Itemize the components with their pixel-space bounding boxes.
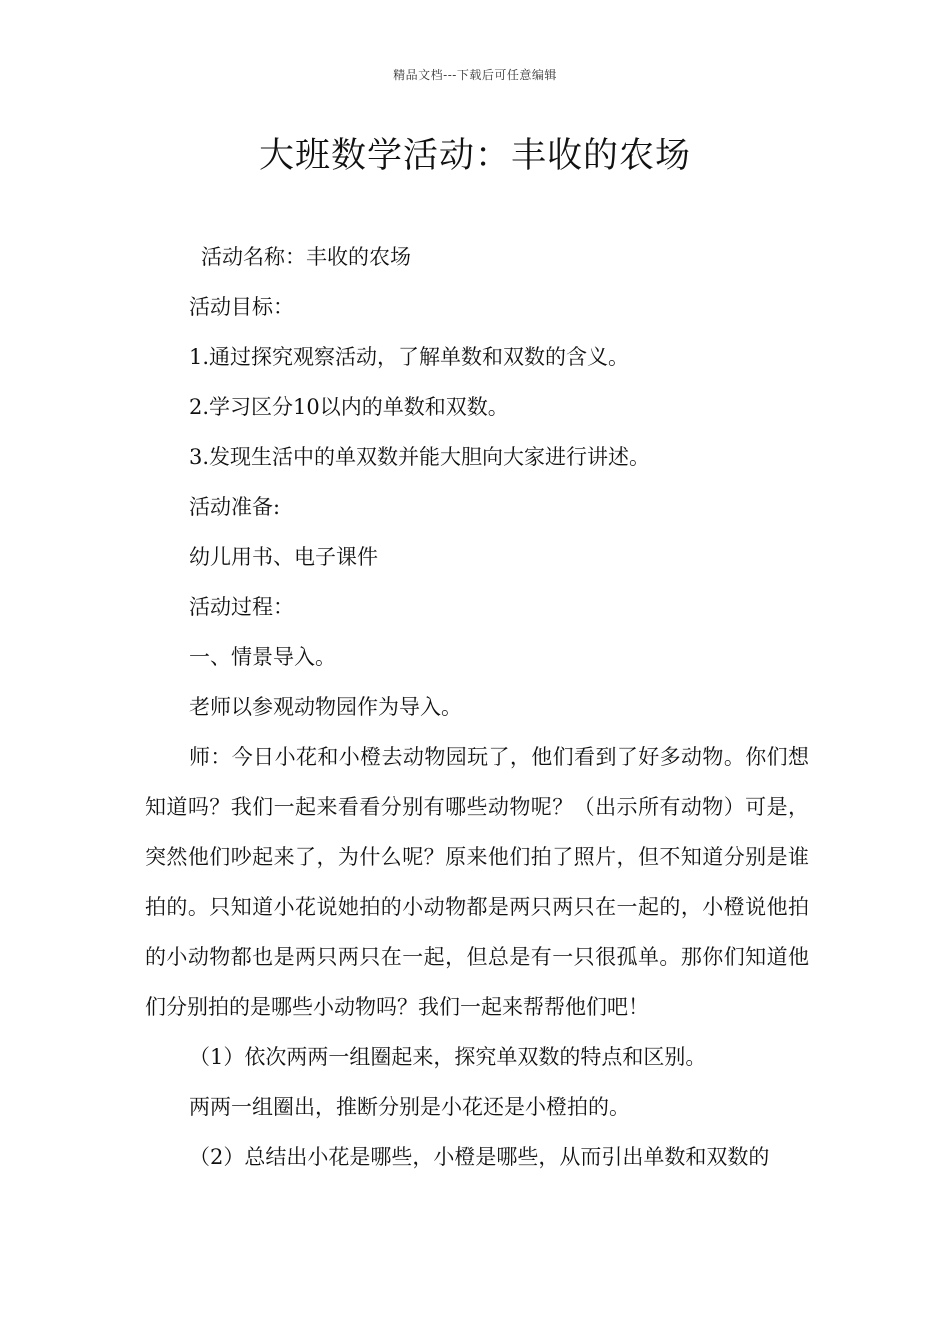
header-watermark: 精品文档---下载后可任意编辑 (393, 68, 557, 82)
goal-item-1: 1.通过探究观察活动，了解单数和双数的含义。 (189, 345, 630, 369)
process-heading: 活动过程： (189, 595, 294, 619)
step-1-description: 老师以参观动物园作为导入。 (189, 695, 462, 719)
sub-step-1-description: 两两一组圈出，推断分别是小花还是小橙拍的。 (189, 1095, 630, 1119)
prep-items: 幼儿用书、电子课件 (189, 545, 378, 569)
document-title: 大班数学活动：丰收的农场 (258, 136, 691, 176)
goals-heading: 活动目标： (189, 295, 294, 319)
sub-step-2: （2）总结出小花是哪些，小橙是哪些，从而引出单数和双数的 (189, 1145, 770, 1169)
document-body (145, 232, 809, 1182)
teacher-dialogue-paragraph: 师：今日小花和小橙去动物园玩了，他们看到了好多动物。你们想知道吗？我们一起来看看分别有哪些动物呢？（出示所有动物）可是，突然他们吵起来了，为什么呢？原来他们拍了照片，但不知道分别是谁拍的。只知道小花说她拍的小动物都是两只两只在一起的，小橙说他拍的小动物都也是两只两只在一起，但总是有一只很孤单。那你们知道他们分别拍的是哪些小动物吗？我们一起来帮帮他们吧！ (145, 745, 809, 1019)
sub-step-1: （1）依次两两一组圈起来，探究单双数的特点和区别。 (189, 1045, 707, 1069)
goal-item-3: 3.发现生活中的单双数并能大胆向大家进行讲述。 (189, 445, 651, 469)
prep-heading: 活动准备: (189, 495, 281, 519)
activity-name: 活动名称：丰收的农场 (201, 245, 411, 269)
step-1-heading: 一、情景导入。 (189, 645, 336, 669)
goal-item-2: 2.学习区分10以内的单数和双数。 (189, 395, 509, 419)
